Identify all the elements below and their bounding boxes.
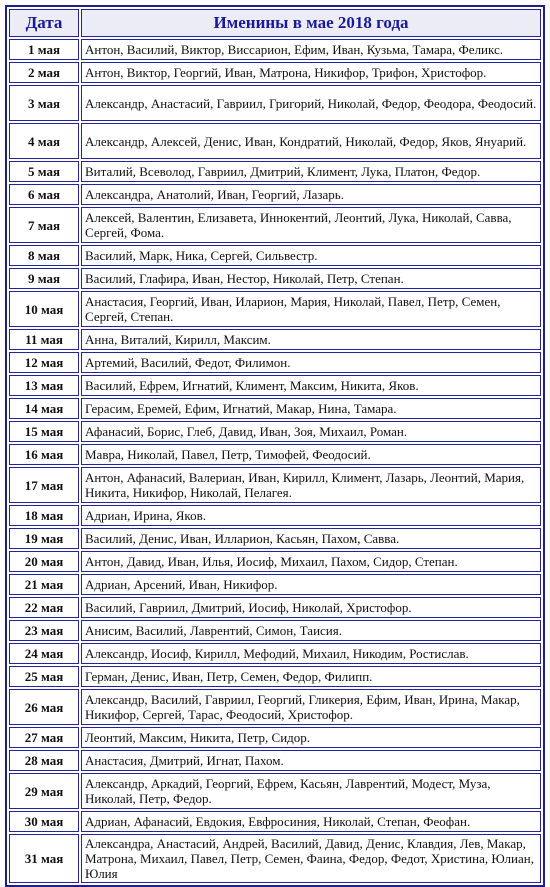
date-cell: 2 мая xyxy=(9,62,79,83)
names-cell: Василий, Марк, Ника, Сергей, Сильвестр. xyxy=(81,245,541,266)
names-cell: Герман, Денис, Иван, Петр, Семен, Федор, Филипп. xyxy=(81,666,541,687)
names-cell: Антон, Василий, Виктор, Виссарион, Ефим, Иван, Кузьма, Тамара, Феликс. xyxy=(81,39,541,60)
date-cell: 28 мая xyxy=(9,750,79,771)
names-cell: Василий, Денис, Иван, Илларион, Касьян, Пахом, Савва. xyxy=(81,528,541,549)
names-cell: Анна, Виталий, Кирилл, Максим. xyxy=(81,329,541,350)
date-cell: 13 мая xyxy=(9,375,79,396)
names-cell: Александр, Василий, Гавриил, Георгий, Гликерия, Ефим, Иван, Ирина, Макар, Никифор, Сергей, Тарас, Феодосий, Христофор. xyxy=(81,689,541,725)
table-row xyxy=(9,39,541,60)
names-cell: Анастасия, Дмитрий, Игнат, Пахом. xyxy=(81,750,541,771)
names-cell: Адриан, Афанасий, Евдокия, Евфросиния, Николай, Степан, Феофан. xyxy=(81,811,541,832)
names-cell: Адриан, Арсений, Иван, Никифор. xyxy=(81,574,541,595)
table-header-row xyxy=(9,9,541,37)
date-cell: 5 мая xyxy=(9,161,79,182)
date-cell: 30 мая xyxy=(9,811,79,832)
table-row xyxy=(9,574,541,595)
date-cell: 23 мая xyxy=(9,620,79,641)
names-cell: Василий, Ефрем, Игнатий, Климент, Максим, Никита, Яков. xyxy=(81,375,541,396)
table-row xyxy=(9,268,541,289)
names-cell: Василий, Гавриил, Дмитрий, Иосиф, Николай, Христофор. xyxy=(81,597,541,618)
date-cell: 22 мая xyxy=(9,597,79,618)
date-cell: 17 мая xyxy=(9,467,79,503)
table-row xyxy=(9,750,541,771)
table-row xyxy=(9,85,541,121)
names-cell: Адриан, Ирина, Яков. xyxy=(81,505,541,526)
date-cell: 15 мая xyxy=(9,421,79,442)
table-row xyxy=(9,245,541,266)
names-cell: Анисим, Василий, Лаврентий, Симон, Таисия. xyxy=(81,620,541,641)
names-cell: Анастасия, Георгий, Иван, Иларион, Мария, Николай, Павел, Петр, Семен, Сергей, Степан. xyxy=(81,291,541,327)
date-cell: 21 мая xyxy=(9,574,79,595)
table-row xyxy=(9,467,541,503)
table-row xyxy=(9,620,541,641)
date-cell: 10 мая xyxy=(9,291,79,327)
table-row xyxy=(9,421,541,442)
table-row xyxy=(9,551,541,572)
names-cell: Виталий, Всеволод, Гавриил, Дмитрий, Климент, Лука, Платон, Федор. xyxy=(81,161,541,182)
names-cell: Александра, Анатолий, Иван, Георгий, Лазарь. xyxy=(81,184,541,205)
names-cell: Афанасий, Борис, Глеб, Давид, Иван, Зоя, Михаил, Роман. xyxy=(81,421,541,442)
date-cell: 9 мая xyxy=(9,268,79,289)
table-row xyxy=(9,444,541,465)
table-row xyxy=(9,727,541,748)
date-cell: 6 мая xyxy=(9,184,79,205)
names-cell: Василий, Глафира, Иван, Нестор, Николай, Петр, Степан. xyxy=(81,268,541,289)
names-cell: Александр, Анастасий, Гавриил, Григорий, Николай, Федор, Феодора, Феодосий. xyxy=(81,85,541,121)
table-row xyxy=(9,643,541,664)
table-row xyxy=(9,184,541,205)
names-cell: Александр, Аркадий, Георгий, Ефрем, Касьян, Лаврентий, Модест, Муза, Николай, Петр, Федор. xyxy=(81,773,541,809)
table-row xyxy=(9,834,541,883)
date-cell: 7 мая xyxy=(9,207,79,243)
names-cell: Александр, Иосиф, Кирилл, Мефодий, Михаил, Никодим, Ростислав. xyxy=(81,643,541,664)
names-cell: Антон, Давид, Иван, Илья, Иосиф, Михаил, Пахом, Сидор, Степан. xyxy=(81,551,541,572)
table-row xyxy=(9,528,541,549)
table-row xyxy=(9,505,541,526)
date-cell: 25 мая xyxy=(9,666,79,687)
table-row xyxy=(9,689,541,725)
date-cell: 26 мая xyxy=(9,689,79,725)
table-row xyxy=(9,123,541,159)
names-cell: Александра, Анастасий, Андрей, Василий, Давид, Денис, Клавдия, Лев, Макар, Матрона, Михаил, Павел, Петр, Семен, Фаина, Федор, Федот, Христина, Юлиан, Юлия xyxy=(81,834,541,883)
name-days-table-container xyxy=(6,6,544,887)
names-cell: Антон, Виктор, Георгий, Иван, Матрона, Никифор, Трифон, Христофор. xyxy=(81,62,541,83)
name-days-table xyxy=(5,5,545,887)
names-cell: Герасим, Еремей, Ефим, Игнатий, Макар, Нина, Тамара. xyxy=(81,398,541,419)
table-row xyxy=(9,62,541,83)
date-cell: 18 мая xyxy=(9,505,79,526)
table-row xyxy=(9,375,541,396)
date-cell: 16 мая xyxy=(9,444,79,465)
table-row xyxy=(9,773,541,809)
names-cell: Артемий, Василий, Федот, Филимон. xyxy=(81,352,541,373)
date-cell: 24 мая xyxy=(9,643,79,664)
table-row xyxy=(9,666,541,687)
date-cell: 27 мая xyxy=(9,727,79,748)
table-title: Именины в мае 2018 года xyxy=(81,9,541,37)
date-cell: 11 мая xyxy=(9,329,79,350)
table-row xyxy=(9,161,541,182)
table-row xyxy=(9,811,541,832)
date-cell: 19 мая xyxy=(9,528,79,549)
date-cell: 14 мая xyxy=(9,398,79,419)
names-cell: Антон, Афанасий, Валериан, Иван, Кирилл, Климент, Лазарь, Леонтий, Мария, Никита, Никифор, Николай, Пелагея. xyxy=(81,467,541,503)
table-row xyxy=(9,398,541,419)
date-cell: 1 мая xyxy=(9,39,79,60)
date-cell: 20 мая xyxy=(9,551,79,572)
names-cell: Мавра, Николай, Павел, Петр, Тимофей, Феодосий. xyxy=(81,444,541,465)
names-cell: Александр, Алексей, Денис, Иван, Кондратий, Николай, Федор, Яков, Януарий. xyxy=(81,123,541,159)
table-row xyxy=(9,352,541,373)
date-cell: 31 мая xyxy=(9,834,79,883)
date-column-header: Дата xyxy=(9,9,79,37)
table-row xyxy=(9,291,541,327)
date-cell: 12 мая xyxy=(9,352,79,373)
date-cell: 4 мая xyxy=(9,123,79,159)
table-row xyxy=(9,597,541,618)
table-row xyxy=(9,329,541,350)
names-cell: Алексей, Валентин, Елизавета, Иннокентий, Леонтий, Лука, Николай, Савва, Сергей, Фома. xyxy=(81,207,541,243)
names-cell: Леонтий, Максим, Никита, Петр, Сидор. xyxy=(81,727,541,748)
table-row xyxy=(9,207,541,243)
date-cell: 3 мая xyxy=(9,85,79,121)
date-cell: 29 мая xyxy=(9,773,79,809)
date-cell: 8 мая xyxy=(9,245,79,266)
